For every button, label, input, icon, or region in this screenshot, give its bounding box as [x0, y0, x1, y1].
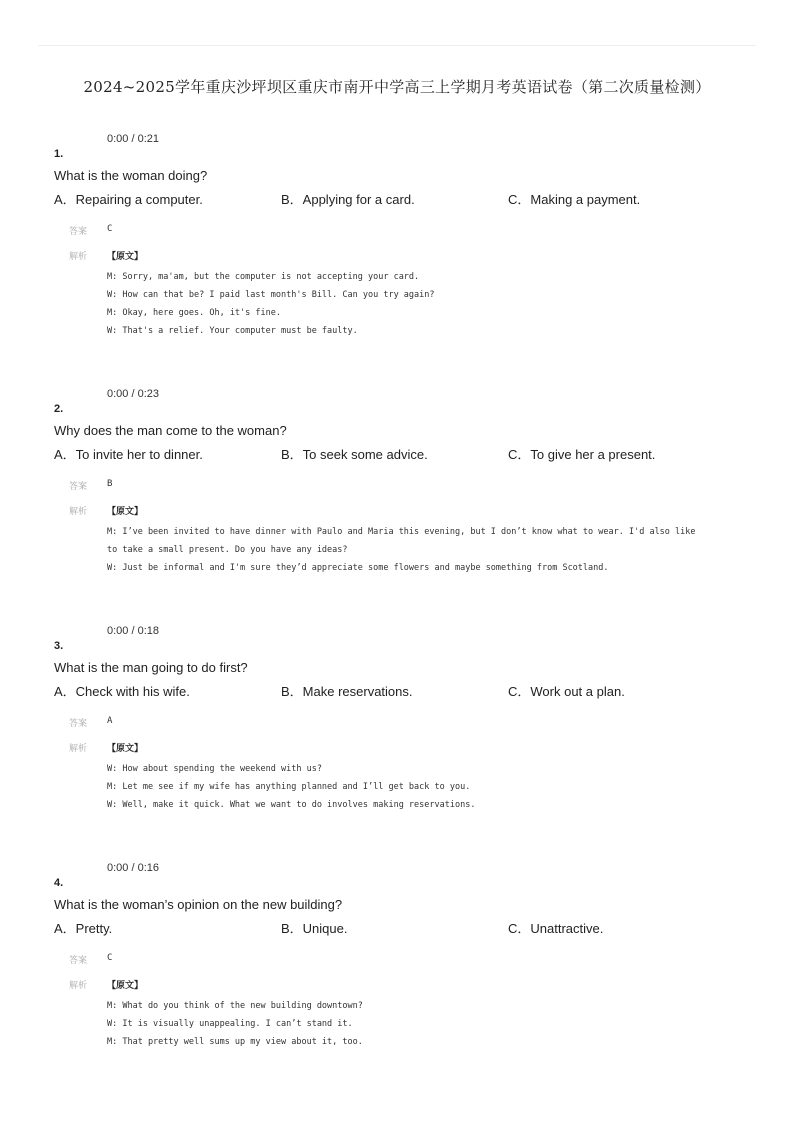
answer-value: B	[107, 479, 113, 489]
analysis-label: 解析	[69, 744, 88, 754]
transcript	[107, 523, 727, 577]
transcript-line: W: Well, make it quick. What we want to do involves making reservations.	[107, 800, 476, 810]
original-text-tag: 【原文】	[107, 507, 144, 517]
transcript-line: M: Sorry, ma'am, but the computer is not accepting your card.	[107, 272, 420, 282]
audio-player[interactable]: 0:00 / 0:23	[107, 388, 159, 400]
original-text-tag: 【原文】	[107, 744, 144, 754]
transcript-line: M: What do you think of the new building downtown?	[107, 1001, 363, 1011]
option-b[interactable]: B．Unique.	[281, 921, 348, 936]
transcript-line: W: How can that be? I paid last month's Bill. Can you try again?	[107, 290, 435, 300]
header-divider	[38, 45, 756, 46]
audio-player[interactable]: 0:00 / 0:18	[107, 625, 159, 637]
transcript-line: W: That's a relief. Your computer must be faulty.	[107, 326, 358, 336]
answer-label: 答案	[69, 719, 88, 729]
option-b[interactable]: B．To seek some advice.	[281, 447, 428, 462]
transcript-line: W: It is visually unappealing. I can’t stand it.	[107, 1019, 353, 1029]
question-text: What is the man going to do first?	[54, 660, 248, 675]
page-title: 2024~2025学年重庆沙坪坝区重庆市南开中学高三上学期月考英语试卷（第二次质量检测）	[83, 78, 711, 96]
question-number: 3.	[54, 640, 64, 652]
option-c[interactable]: C．Work out a plan.	[508, 684, 625, 699]
answer-value: A	[107, 716, 113, 726]
option-c[interactable]: C．Unattractive.	[508, 921, 604, 936]
original-text-tag: 【原文】	[107, 981, 144, 991]
transcript-line: M: Okay, here goes. Oh, it's fine.	[107, 308, 281, 318]
option-a[interactable]: A．Pretty.	[54, 921, 113, 936]
audio-player[interactable]: 0:00 / 0:21	[107, 133, 159, 145]
option-c[interactable]: C．Making a payment.	[508, 192, 641, 207]
analysis-label: 解析	[69, 981, 88, 991]
answer-label: 答案	[69, 227, 88, 237]
transcript-line: W: How about spending the weekend with us?	[107, 764, 322, 774]
transcript-line: W: Just be informal and I'm sure they’d appreciate some flowers and maybe something from Scotland.	[107, 563, 609, 573]
question-text: What is the woman’s opinion on the new building?	[54, 897, 343, 912]
option-a[interactable]: A．Repairing a computer.	[54, 192, 203, 207]
option-c[interactable]: C．To give her a present.	[508, 447, 656, 462]
original-text-tag: 【原文】	[107, 252, 144, 262]
question-number: 1.	[54, 148, 64, 160]
answer-label: 答案	[69, 956, 88, 966]
answer-value: C	[107, 953, 113, 963]
transcript	[107, 268, 727, 340]
question-text: Why does the man come to the woman?	[54, 423, 287, 438]
analysis-label: 解析	[69, 507, 88, 517]
question-number: 4.	[54, 877, 64, 889]
option-b[interactable]: B．Applying for a card.	[281, 192, 415, 207]
transcript	[107, 760, 727, 814]
transcript-line: M: Let me see if my wife has anything planned and I’ll get back to you.	[107, 782, 471, 792]
question-number: 2.	[54, 403, 64, 415]
option-a[interactable]: A．To invite her to dinner.	[54, 447, 203, 462]
option-b[interactable]: B．Make reservations.	[281, 684, 413, 699]
transcript-line: M: That pretty well sums up my view about it, too.	[107, 1037, 363, 1047]
transcript-line: to take a small present. Do you have any ideas?	[107, 545, 348, 555]
option-a[interactable]: A．Check with his wife.	[54, 684, 190, 699]
analysis-label: 解析	[69, 252, 88, 262]
transcript-line: M: I’ve been invited to have dinner with Paulo and Maria this evening, but I don’t know what to wear. I'd also like	[107, 527, 696, 537]
answer-label: 答案	[69, 482, 88, 492]
question-text: What is the woman doing?	[54, 168, 208, 183]
audio-player[interactable]: 0:00 / 0:16	[107, 862, 159, 874]
transcript	[107, 997, 727, 1051]
answer-value: C	[107, 224, 113, 234]
